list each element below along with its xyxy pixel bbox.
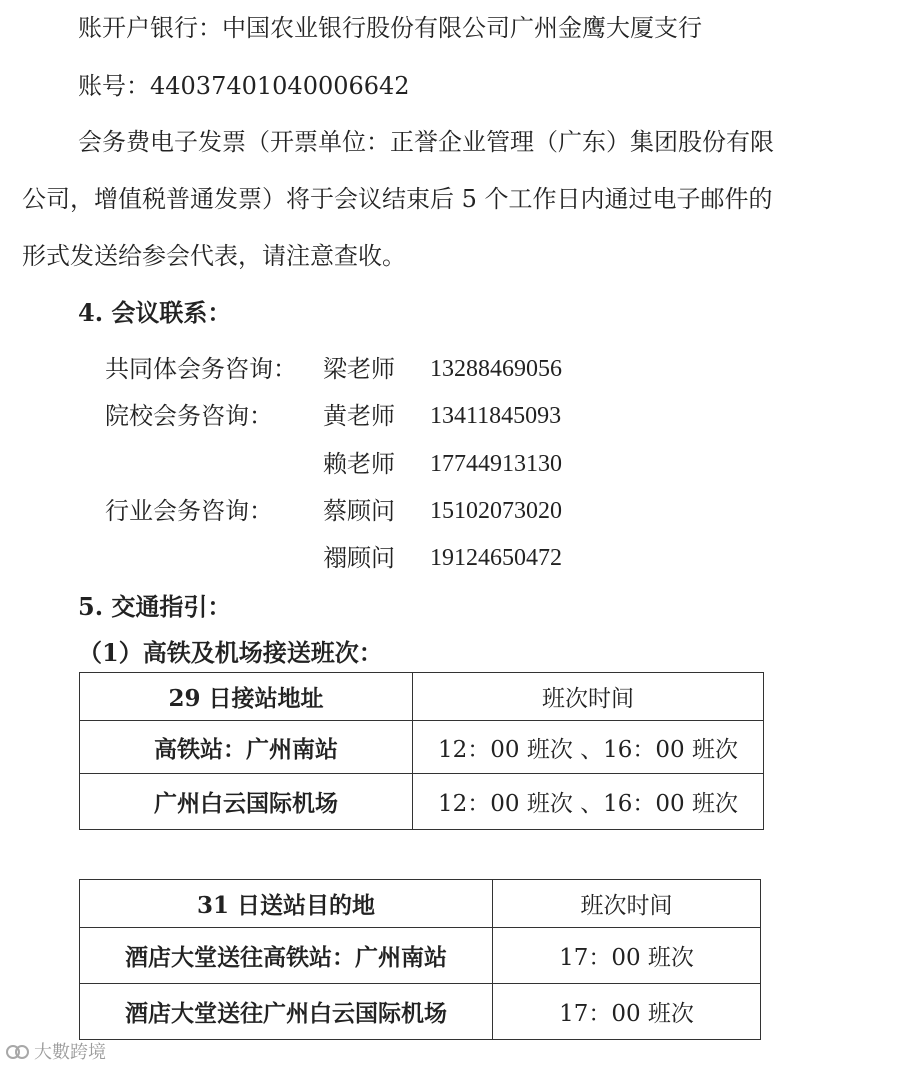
invoice-paragraph-line-2: 公司，增值税普通发票）将于会议结束后 5 个工作日内通过电子邮件的 — [22, 185, 773, 213]
table-cell-location: 高铁站：广州南站 — [80, 721, 413, 774]
table-row — [80, 928, 761, 984]
contact-phone: 15102073020 — [430, 498, 562, 524]
table-cell-location: 酒店大堂送往广州白云国际机场 — [80, 984, 493, 1040]
contact-category: 行业会务咨询： — [105, 497, 273, 525]
contact-name: 蔡顾问 — [323, 497, 395, 525]
contact-phone: 13411845093 — [430, 403, 562, 429]
contact-name: 黄老师 — [323, 402, 395, 430]
contact-phone: 19124650472 — [430, 545, 562, 571]
table-cell-time: 17：00 班次 — [493, 928, 761, 984]
contact-phone: 17744913130 — [430, 451, 562, 477]
watermark-text: 大數跨境 — [34, 1042, 106, 1063]
table-header-time: 班次时间 — [413, 673, 764, 721]
dropoff-schedule-table — [79, 879, 761, 1040]
table-cell-location: 酒店大堂送往高铁站：广州南站 — [80, 928, 493, 984]
transport-heading: 5. 交通指引： — [78, 592, 232, 621]
table-header-location: 29 日接站地址 — [80, 673, 413, 721]
invoice-paragraph-line-3: 形式发送给参会代表，请注意查收。 — [22, 242, 406, 270]
contact-name: 赖老师 — [323, 450, 395, 478]
table-header-row — [80, 673, 764, 721]
watermark — [6, 1038, 106, 1064]
contact-category: 院校会务咨询： — [105, 402, 273, 430]
shuttle-subheading: （1）高铁及机场接送班次： — [78, 638, 383, 667]
table-row — [80, 774, 764, 830]
pickup-schedule-table — [79, 672, 764, 830]
contacts-heading: 4. 会议联系： — [78, 298, 232, 327]
contact-name: 禤顾问 — [323, 544, 395, 572]
table-row — [80, 984, 761, 1040]
table-cell-time: 17：00 班次 — [493, 984, 761, 1040]
table-header-row — [80, 880, 761, 928]
table-header-location: 31 日送站目的地 — [80, 880, 493, 928]
contact-name: 梁老师 — [323, 355, 395, 383]
contact-category: 共同体会务咨询： — [105, 355, 297, 383]
account-number-line: 账号：44037401040006642 — [78, 72, 410, 100]
table-cell-time: 12：00 班次 、16：00 班次 — [413, 774, 764, 830]
table-cell-time: 12：00 班次 、16：00 班次 — [413, 721, 764, 774]
invoice-paragraph-line-1: 会务费电子发票（开票单位：正誉企业管理（广东）集团股份有限 — [78, 128, 774, 156]
table-row — [80, 721, 764, 774]
table-header-time: 班次时间 — [493, 880, 761, 928]
contact-phone: 13288469056 — [430, 356, 562, 382]
brand-logo-icon — [6, 1044, 30, 1060]
table-cell-location: 广州白云国际机场 — [80, 774, 413, 830]
bank-account-line: 账开户银行：中国农业银行股份有限公司广州金鹰大厦支行 — [78, 14, 702, 42]
